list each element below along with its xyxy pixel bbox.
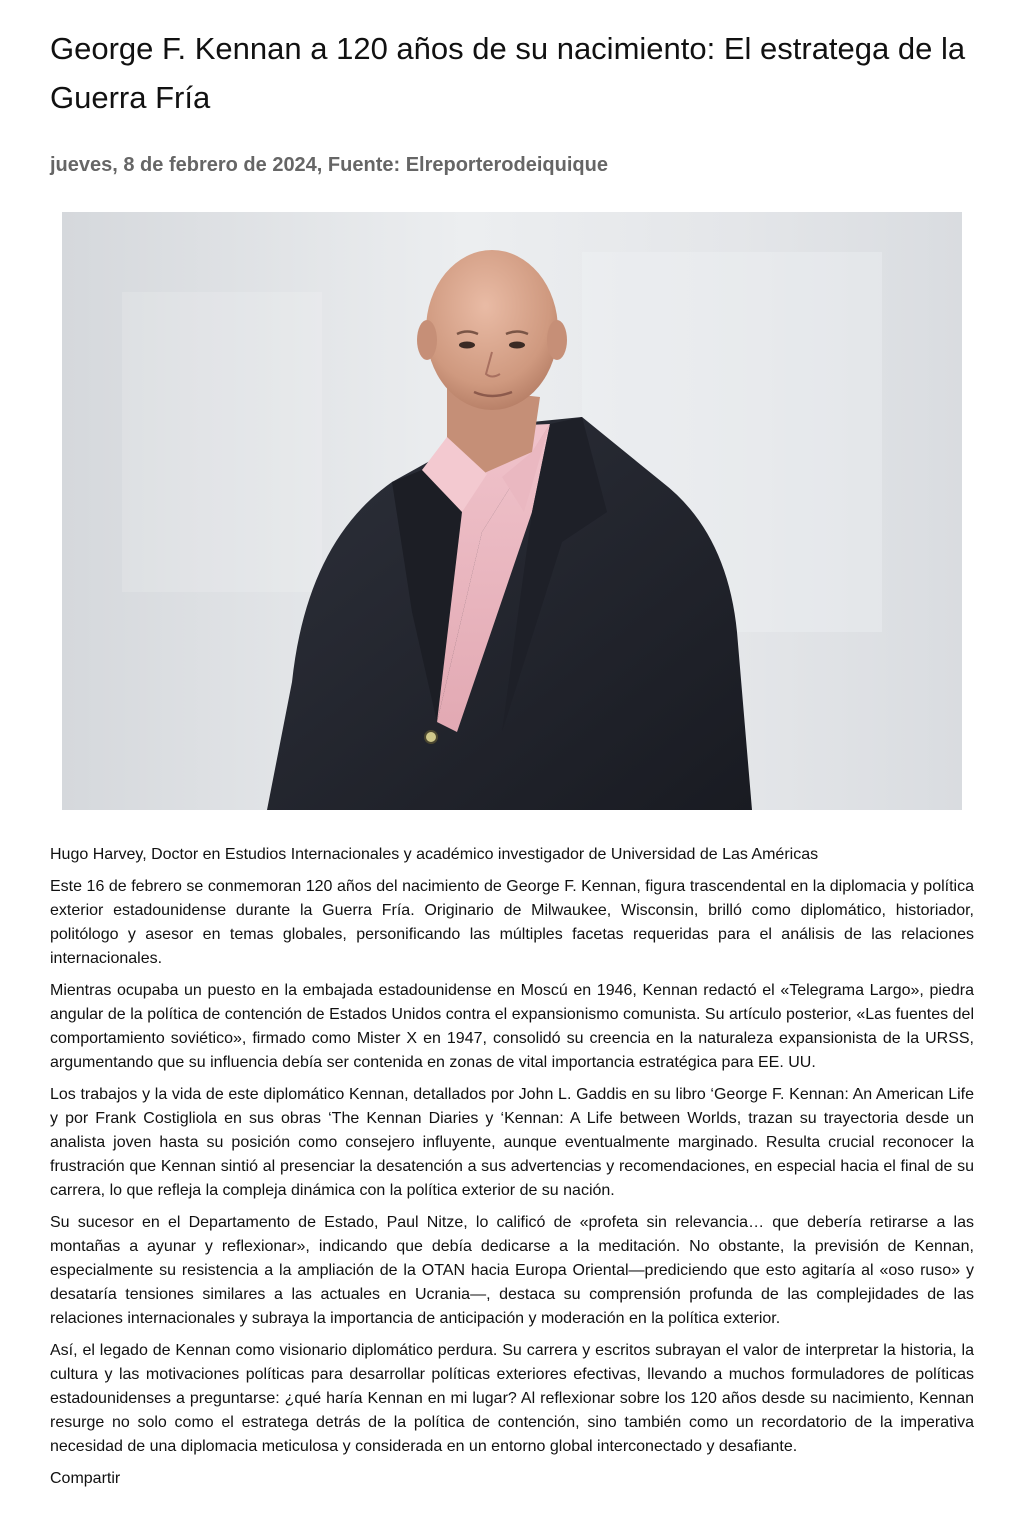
paragraph-1: Este 16 de febrero se conmemoran 120 años del nacimiento de George F. Kennan, figura trascendental en la diplomacia y política exterior estadounidense durante la Guerra Fría. Originario de Milwaukee, Wisconsin, brilló como diplomático, historiador, politólogo y asesor en temas globales, personificando las múltiples facetas requeridas para el análisis de las relaciones internacionales.: [50, 878, 974, 967]
paragraph-3: Los trabajos y la vida de este diplomático Kennan, detallados por John L. Gaddis en su libro ‘George F. Kennan: An American Life y por Frank Costigliola en sus obras ‘The Kennan Diaries y ‘Kennan: A Life between Worlds, trazan su trayectoria desde un analista joven hasta su posición como consejero influyente, aunque eventualmente marginado. Resulta crucial reconocer la frustración que Kennan sintió al presenciar la desatención a sus advertencias y recomendaciones, en especial hacia el final de su carrera, lo que refleja la compleja dinámica con la política exterior de su nación.: [50, 1086, 974, 1199]
article-body: [50, 843, 974, 1491]
photo-caption: Hugo Harvey, Doctor en Estudios Internacionales y académico investigador de Universidad de Las Américas: [50, 846, 819, 863]
article-photo: [62, 212, 962, 810]
article-title: George F. Kennan a 120 años de su nacimiento: El estratega de la Guerra Fría: [50, 31, 966, 115]
portrait-illustration: [62, 212, 962, 810]
head-shape: [426, 250, 558, 410]
paragraph-4: Su sucesor en el Departamento de Estado, Paul Nitze, lo calificó de «profeta sin relevancia… que debería retirarse a las montañas a ayunar y reflexionar», indicando que debía dedicarse a la meditación. No obstante, la previsión de Kennan, especialmente su resistencia a la ampliación de la OTAN hacia Europa Oriental—prediciendo que esto agitaría al «oso ruso» y desataría tensiones similares a las actuales en Ucrania—, destaca su comprensión profunda de las complejidades de las relaciones internacionales y subraya la importancia de anticipación y moderación en la política exterior.: [50, 1214, 974, 1327]
paragraph-2: Mientras ocupaba un puesto en la embajada estadounidense en Moscú en 1946, Kennan redactó el «Telegrama Largo», piedra angular de la política de contención de Estados Unidos contra el expansionismo comunista. Su artículo posterior, «Las fuentes del comportamiento soviético», firmado como Mister X en 1947, consolidó su creencia en la naturaleza expansionista de la URSS, argumentando que su influencia debía ser contenida en zonas de vital importancia estratégica para EE. UU.: [50, 982, 974, 1071]
paragraph-5: Así, el legado de Kennan como visionario diplomático perdura. Su carrera y escritos subrayan el valor de interpretar la historia, la cultura y las motivaciones políticas para desarrollar políticas exteriores efectivas, llevando a muchos formuladores de políticas estadounidenses a preguntarse: ¿qué haría Kennan en mi lugar? Al reflexionar sobre los 120 años desde su nacimiento, Kennan resurge no solo como el estratega detrás de la política de contención, sino también como un recordatorio de la imperativa necesidad de una diplomacia meticulosa y considerada en un entorno global interconectado y desafiante.: [50, 1342, 974, 1455]
article-meta: jueves, 8 de febrero de 2024, Fuente: Elreporterodeiquique: [50, 154, 608, 176]
share-link[interactable]: Compartir: [50, 1470, 121, 1487]
